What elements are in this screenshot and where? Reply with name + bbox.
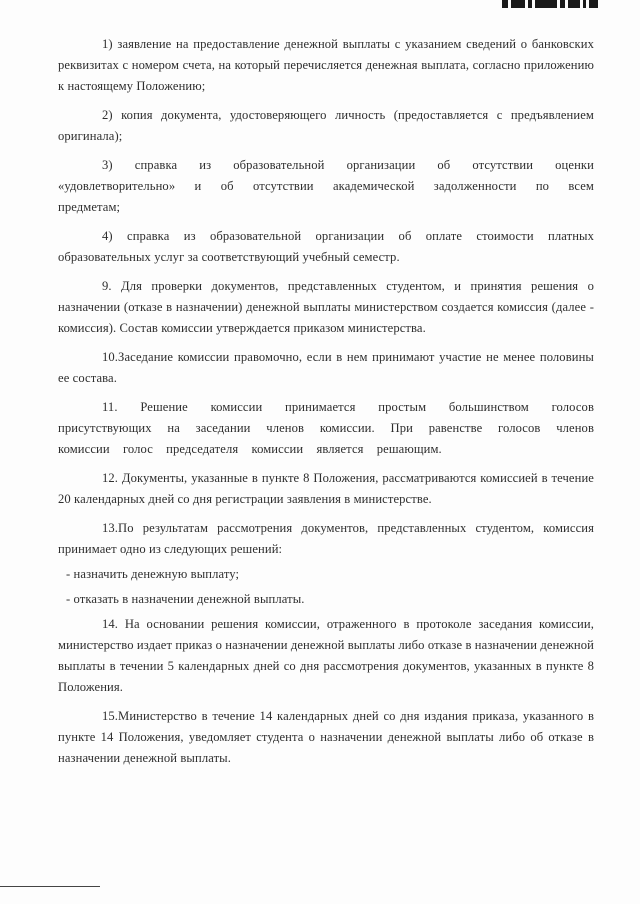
paragraph-clause-15: 15.Министерство в течение 14 календарных дней со дня издания приказа, указанного в пункте 14 Положения, уведомляет студента о назначении денежной выплаты либо об отказе в назначении денежной выплаты.: [58, 709, 594, 765]
paragraph-clause-11: 11. Решение комиссии принимается простым большинством голосов присутствующих на заседании членов комиссии. При равенстве голосов членов комиссии голос председателя комиссии является решающим.: [58, 400, 594, 456]
paragraph-clause-12: 12. Документы, указанные в пункте 8 Положения, рассматриваются комиссией в течение 20 календарных дней со дня регистрации заявления в министерстве.: [58, 471, 594, 506]
paragraph-clause-10: 10.Заседание комиссии правомочно, если в нем принимают участие не менее половины ее состава.: [58, 350, 594, 385]
decision-option-grant: - назначить денежную выплату;: [66, 567, 240, 581]
scan-artifact: [502, 0, 612, 8]
decision-option-refuse: - отказать в назначении денежной выплаты.: [66, 592, 305, 606]
paragraph-clause-9: 9. Для проверки документов, представленных студентом, и принятия решения о назначении (отказе в назначении) денежной выплаты министерством создается комиссия (далее - комиссия). Состав комиссии утверждается приказом министерства.: [58, 279, 594, 335]
paragraph-clause-13: 13.По результатам рассмотрения документов, представленных студентом, комиссия принимает одно из следующих решений:: [58, 521, 594, 556]
footnote-separator: [0, 886, 100, 887]
paragraph-clause-14: 14. На основании решения комиссии, отраженного в протоколе заседания комиссии, министерство издает приказ о назначении денежной выплаты либо отказе в назначении денежной выплаты в течении 5 календарных дней со дня рассмотрения документов, указанных в пункте 8 Положения.: [58, 617, 594, 694]
paragraph-item-4: 4) справка из образовательной организации об оплате стоимости платных образовательных услуг за соответствующий учебный семестр.: [58, 229, 594, 264]
paragraph-item-1: 1) заявление на предоставление денежной выплаты с указанием сведений о банковских реквизитах с номером счета, на который перечисляется денежная выплата, согласно приложению к настоящему Положению;: [58, 37, 594, 93]
paragraph-item-3: 3) справка из образовательной организации об отсутствии оценки «удовлетворительно» и об отсутствии академической задолженности по всем предметам;: [58, 158, 594, 214]
document-body: [58, 34, 594, 777]
paragraph-item-2: 2) копия документа, удостоверяющего личность (предоставляется с предъявлением оригинала);: [58, 108, 594, 143]
